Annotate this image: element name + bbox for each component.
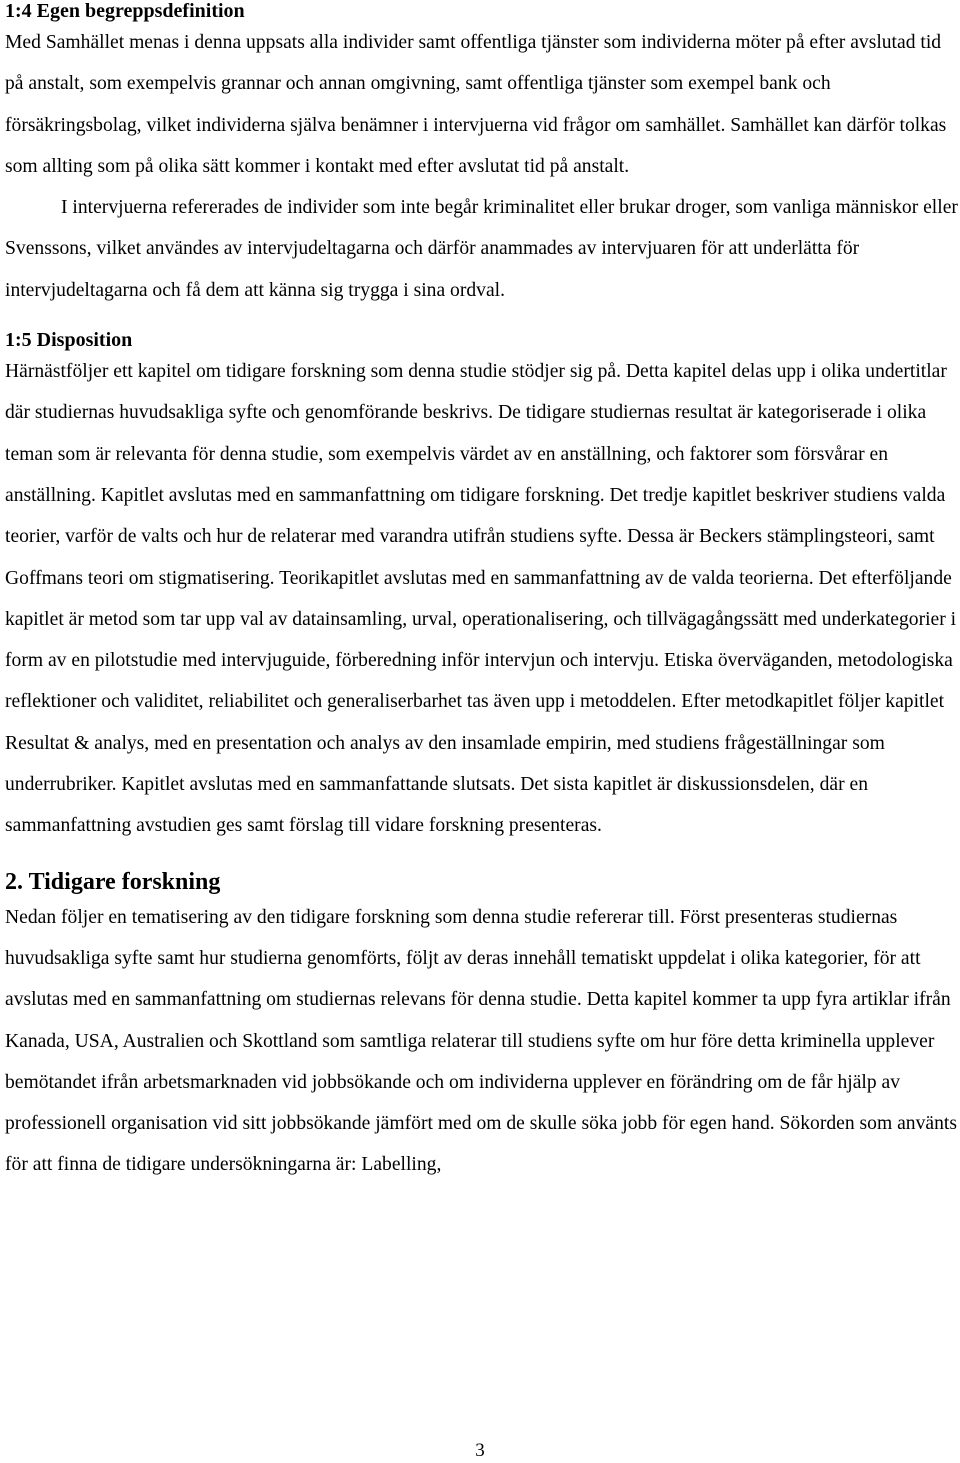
paragraph-interviews: I intervjuerna refererades de individer som inte begår kriminalitet eller brukar droger, som vanliga människor eller Svenssons, vilket användes av intervjudeltagarna och därför anammades av intervjuaren för att underlätta för intervjudeltagarna och få dem att känna sig trygga i sina ordval.: [5, 197, 958, 301]
paragraph-disposition: Härnästföljer ett kapitel om tidigare forskning som denna studie stödjer sig på. Detta kapitel delas upp i olika undertitlar där studiernas huvudsakliga syfte och genomförande beskrivs. De tidigare studiernas resultat är kategoriserade i olika teman som är relevanta för denna studie, som exempelvis värdet av en anställning, och faktorer som försvårar en anställning. Kapitlet avslutas med en sammanfattning om tidigare forskning. Det tredje kapitlet beskriver studiens valda teorier, varför de valts och hur de relaterar med varandra utifrån studiens syfte. Dessa är Beckers stämplingsteori, samt Goffmans teori om stigmatisering. Teorikapitlet avslutas med en sammanfattning av de valda teorierna. Det efterföljande kapitlet är metod som tar upp val av datainsamling, urval, operationalisering, och tillvägagångssätt med underkategorier i form av en pilotstudie med intervjuguide, förberedning inför intervjun och intervju. Etiska överväganden, metodologiska reflektioner och validitet, reliabilitet och generaliserbarhet tas även upp i metoddelen. Efter metodkapitlet följer kapitlet Resultat & analys, med en presentation och analys av den insamlade empirin, med studiens frågeställningar som underrubriker. Kapitlet avslutas med en sammanfattande slutsats. Det sista kapitlet är diskussionsdelen, där en sammanfattning avstudien ges samt förslag till vidare forskning presenteras.: [5, 361, 957, 837]
paragraph-previous-research: Nedan följer en tematisering av den tidigare forskning som denna studie refererar till. Först presenteras studiernas huvudsakliga syfte samt hur studierna genomförts, följt av deras innehåll tematiskt uppdelat i olika kategorier, för att avslutas med en sammanfattning om studiernas relevans för denna studie. Detta kapitel kommer ta upp fyra artiklar ifrån Kanada, USA, Australien och Skottland som samtliga relaterar till studiens syfte om hur före detta kriminella upplever bemötandet ifrån arbetsmarknaden vid jobbsökande och om individerna upplever en förändring om de får hjälp av professionell organisation vid sitt jobbsökande jämfört med om de skulle söka jobb för egen hand. Sökorden som använts för att finna de tidigare undersökningarna är: Labelling,: [5, 906, 957, 1176]
page-number: 3: [475, 1440, 485, 1461]
section-heading-1-4: 1:4 Egen begreppsdefinition: [5, 0, 245, 22]
section-heading-1-5: 1:5 Disposition: [5, 329, 133, 352]
section-heading-2: 2. Tidigare forskning: [5, 868, 221, 895]
document-page: [5, 0, 960, 1186]
paragraph-definition: Med Samhället menas i denna uppsats alla individer samt offentliga tjänster som individerna möter på efter avslutad tid på anstalt, som exempelvis grannar och annan omgivning, samt offentliga tjänster som exempel bank och försäkringsbolag, vilket individerna själva benämner i intervjuerna vid frågor om samhället. Samhället kan därför tolkas som allting som på olika sätt kommer i kontakt med efter avslutat tid på anstalt.: [5, 32, 947, 177]
